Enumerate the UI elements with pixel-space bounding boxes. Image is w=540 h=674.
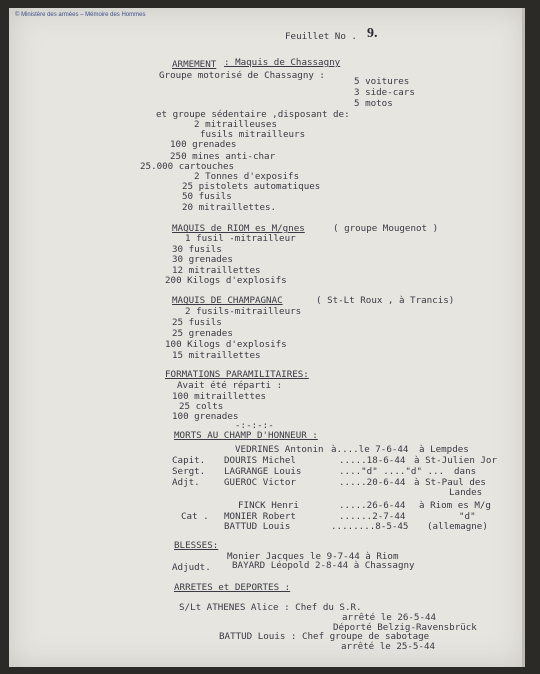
morts-name: BATTUD Louis xyxy=(224,521,291,532)
riom-item: 30 grenades xyxy=(172,254,233,265)
separator: -:-:-:- xyxy=(235,420,274,431)
morts-rank: Capit. xyxy=(172,455,206,466)
morts-name: DOURIS Michel xyxy=(224,455,296,466)
champagnac-note: ( St-Lt Roux , à Trancis) xyxy=(316,295,455,306)
page-edge xyxy=(522,8,525,667)
riom-title: MAQUIS de RIOM es M/gnes xyxy=(172,223,305,234)
morts-rank: Cat . xyxy=(181,511,209,522)
morts-place: à St-Julien Jor xyxy=(414,455,497,466)
champagnac-title: MAQUIS DE CHAMPAGNAC xyxy=(172,295,283,306)
morts-name: GUEROC Victor xyxy=(224,477,296,488)
vehicle-item: 5 motos xyxy=(354,98,393,109)
morts-place: "d" xyxy=(459,511,476,522)
armement-item: 25 pistolets automatiques xyxy=(182,181,321,192)
champagnac-item: 25 grenades xyxy=(172,328,233,339)
morts-place: Landes xyxy=(449,487,483,498)
feuillet-label: Feuillet No . xyxy=(285,31,357,42)
morts-date: .....18-6-44 xyxy=(339,455,406,466)
blesses-line: BAYARD Léopold 2-8-44 à Chassagny xyxy=(232,560,415,571)
morts-title: MORTS AU CHAMP D'HONNEUR : xyxy=(174,430,318,441)
champagnac-item: 15 mitraillettes xyxy=(172,350,261,361)
morts-place: dans xyxy=(454,466,477,477)
morts-date: à....le 7-6-44 xyxy=(331,444,409,455)
champagnac-item: 2 fusils-mitrailleurs xyxy=(185,306,302,317)
morts-date: .....26-6-44 xyxy=(339,500,406,511)
formations-title: FORMATIONS PARAMILITAIRES: xyxy=(165,369,309,380)
morts-date: ...."d" ...."d" ... xyxy=(339,466,445,477)
document-page xyxy=(9,8,525,667)
armement-item: 2 Tonnes d'exposifs xyxy=(194,171,300,182)
formations-line: Avait été réparti : xyxy=(177,380,283,391)
arretes-line: BATTUD Louis : Chef groupe de sabotage xyxy=(219,631,430,642)
armement-group-line: Groupe motorisé de Chassagny : xyxy=(159,70,325,81)
morts-place: (allemagne) xyxy=(427,521,488,532)
archive-watermark: © Ministère des armées – Mémoire des Hommes xyxy=(15,12,146,18)
armement-item: 50 fusils xyxy=(182,191,232,202)
armement-subtitle: : Maquis de Chassagny xyxy=(224,57,341,68)
morts-name: MONIER Robert xyxy=(224,511,296,522)
morts-place: à Riom es M/g xyxy=(419,500,491,511)
morts-name: VEDRINES Antonin xyxy=(235,444,324,455)
armement-item: fusils mitrailleurs xyxy=(200,129,306,140)
champagnac-item: 100 Kilogs d'explosifs xyxy=(165,339,287,350)
armement-item: 100 grenades xyxy=(170,139,237,150)
morts-name: FINCK Henri xyxy=(238,500,299,511)
formations-item: 25 colts xyxy=(179,401,224,412)
riom-item: 1 fusil -mitrailleur xyxy=(185,233,296,244)
armement-sedentary-line: et groupe sédentaire ,disposant de: xyxy=(156,109,350,120)
riom-item: 30 fusils xyxy=(172,244,222,255)
vehicle-item: 3 side-cars xyxy=(354,87,415,98)
morts-place: à Lempdes xyxy=(419,444,469,455)
arretes-line: arrêté le 25-5-44 xyxy=(341,641,436,652)
arretes-line: arrêté le 26-5-44 xyxy=(342,612,437,623)
blesses-title: BLESSES: xyxy=(174,540,219,551)
formations-item: 100 mitraillettes xyxy=(172,391,267,402)
feuillet-number: 9. xyxy=(367,26,378,41)
formations-item: 100 grenades xyxy=(172,411,239,422)
armement-item: 25.000 cartouches xyxy=(140,161,235,172)
armement-title: ARMEMENT xyxy=(172,59,217,70)
arretes-title: ARRETES et DEPORTES : xyxy=(174,582,291,593)
armement-item: 250 mines anti-char xyxy=(170,151,276,162)
morts-date: ........8-5-45 xyxy=(331,521,409,532)
riom-item: 200 Kilogs d'explosifs xyxy=(165,275,287,286)
arretes-line: S/Lt ATHENES Alice : Chef du S.R. xyxy=(179,602,362,613)
morts-date: ......2-7-44 xyxy=(339,511,406,522)
morts-rank: Sergt. xyxy=(172,466,206,477)
arretes-line: Déporté Belzig-Ravensbrück xyxy=(333,622,477,633)
riom-item: 12 mitraillettes xyxy=(172,265,261,276)
morts-place: à St-Paul des xyxy=(414,477,486,488)
armement-item: 2 mitrailleuses xyxy=(194,119,277,130)
morts-date: .....20-6-44 xyxy=(339,477,406,488)
blesses-rank: Adjudt. xyxy=(172,562,211,573)
champagnac-item: 25 fusils xyxy=(172,317,222,328)
blesses-line: Monier Jacques le 9-7-44 à Riom xyxy=(227,551,399,562)
vehicle-item: 5 voitures xyxy=(354,76,410,87)
morts-name: LAGRANGE Louis xyxy=(224,466,302,477)
morts-rank: Adjt. xyxy=(172,477,200,488)
armement-item: 20 mitraillettes. xyxy=(182,202,277,213)
riom-note: ( groupe Mougenot ) xyxy=(333,223,439,234)
